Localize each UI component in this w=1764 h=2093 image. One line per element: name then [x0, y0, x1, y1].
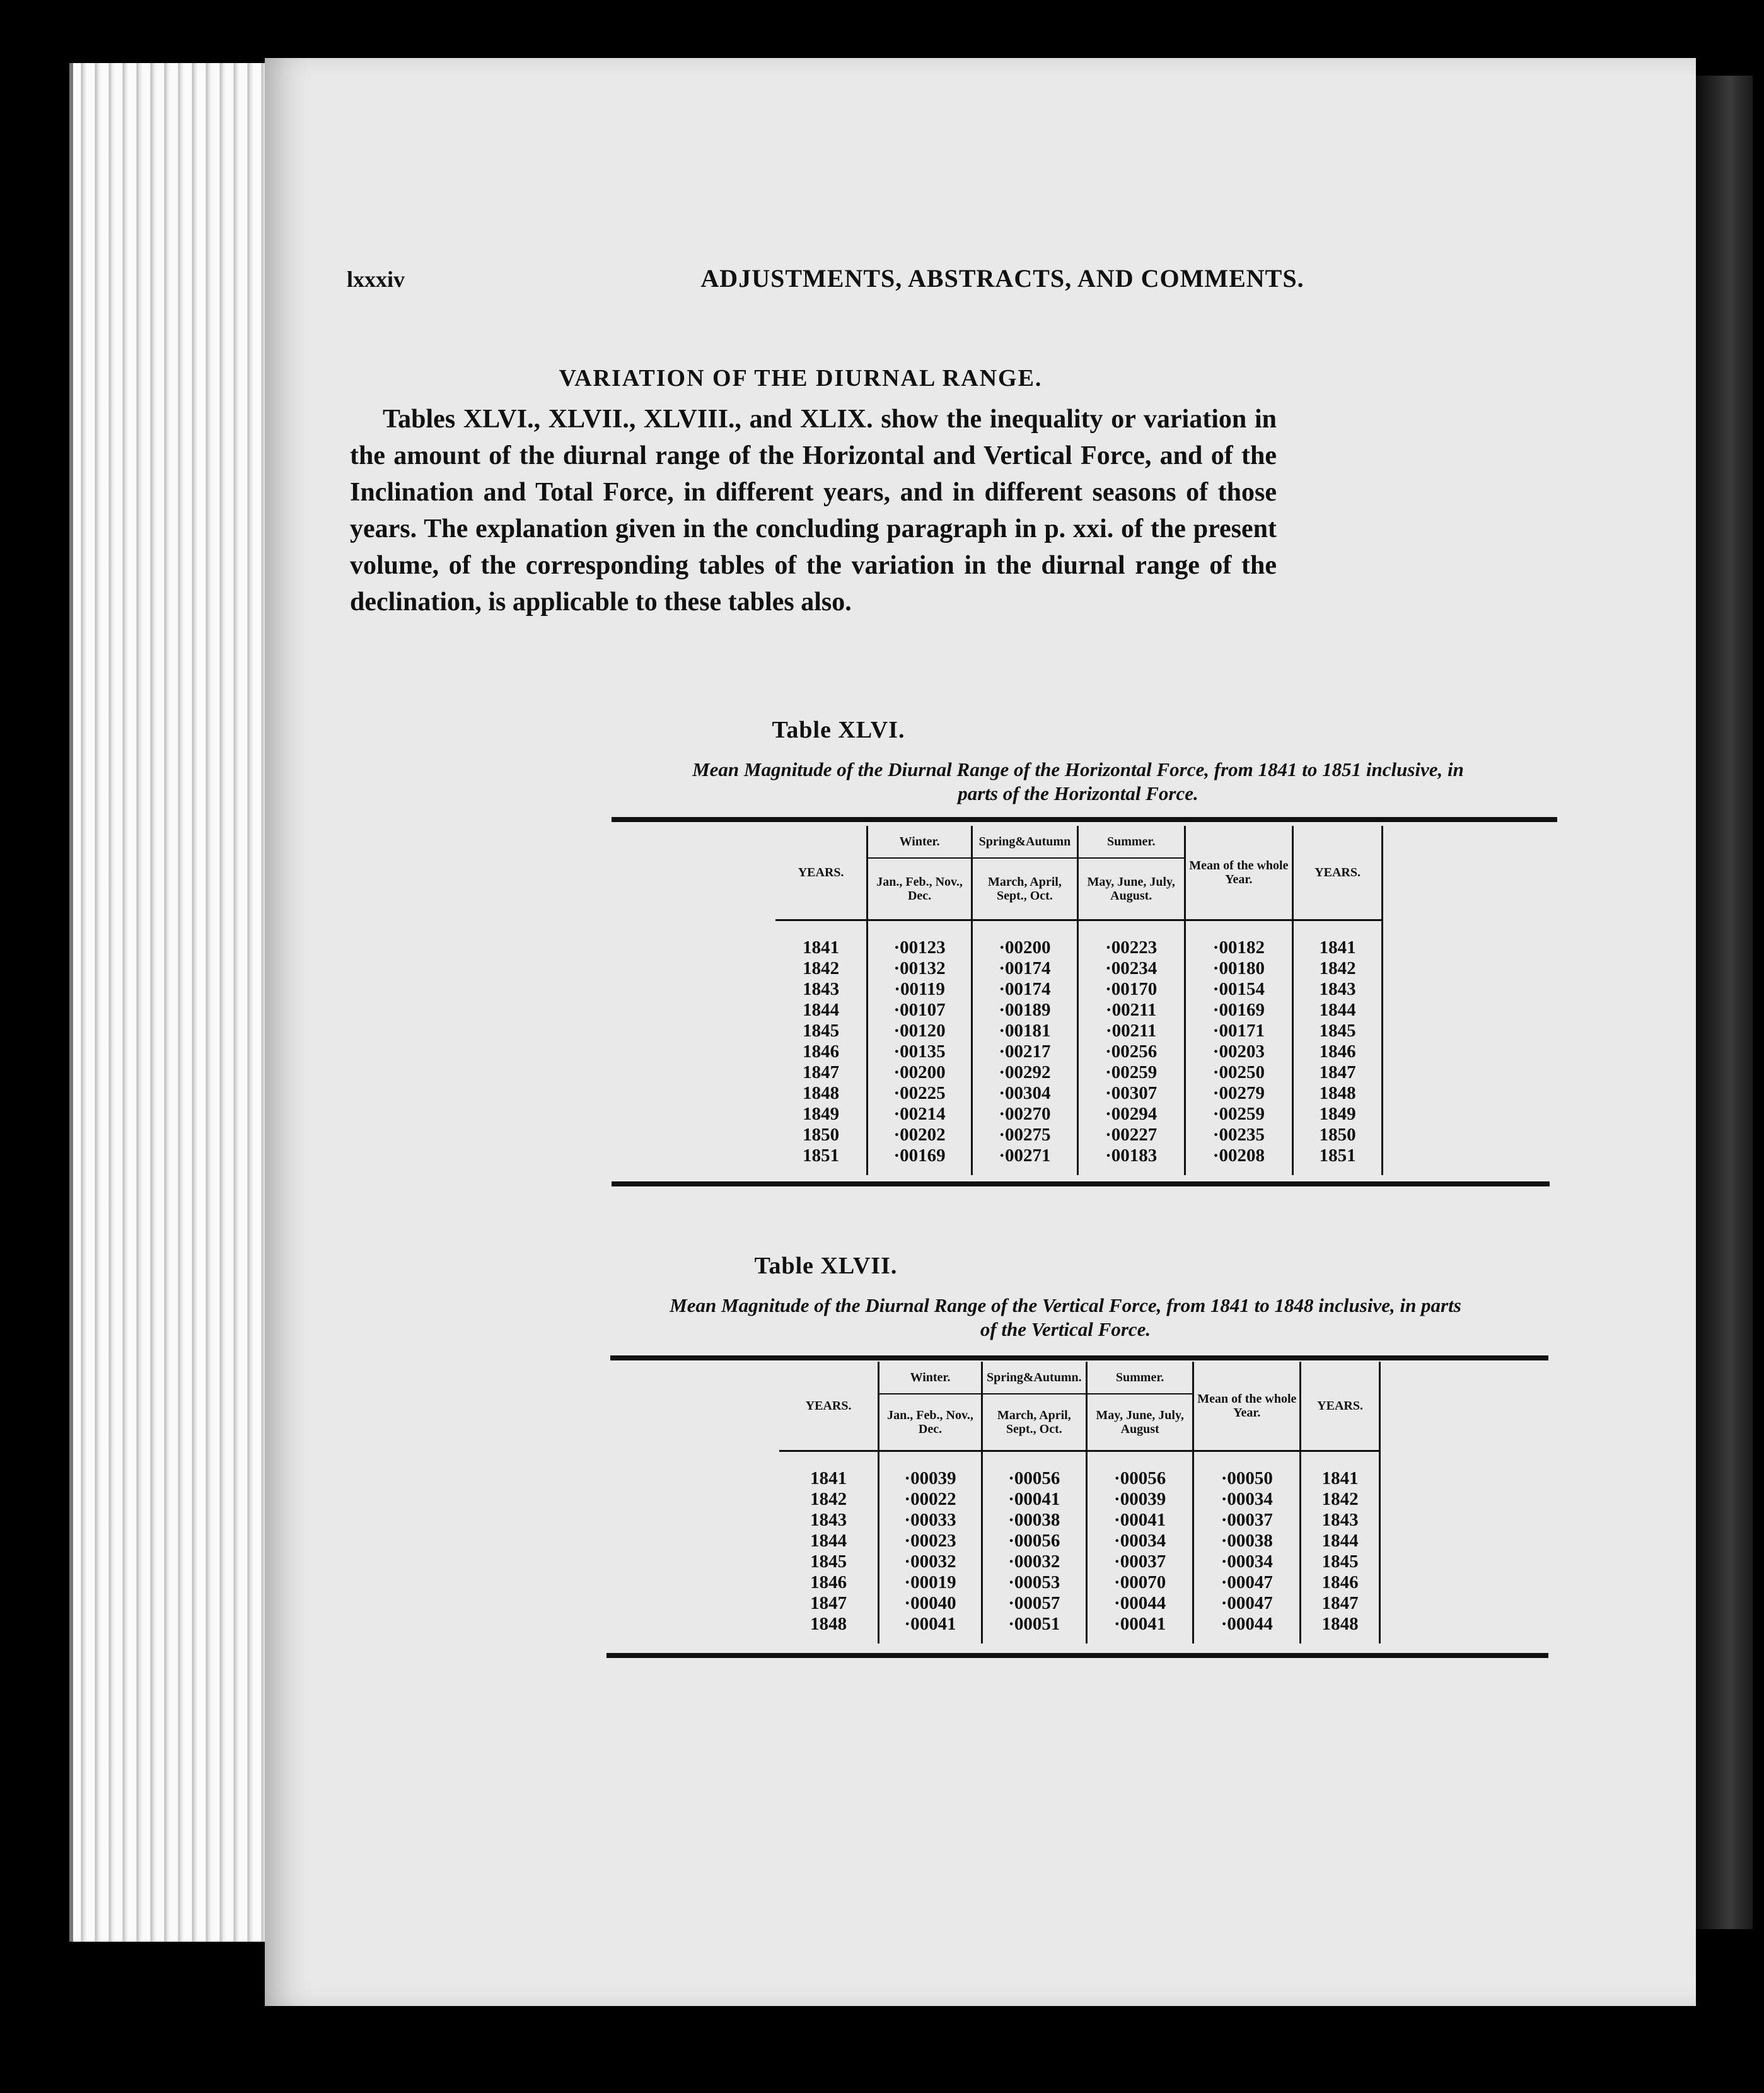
- table1-col-mean: Mean of the whole Year.: [1185, 826, 1293, 920]
- page-edges: [69, 63, 275, 1942]
- table1-caption-line2: parts of the Horizontal Force.: [958, 782, 1198, 804]
- table-cell: 1841: [1293, 937, 1383, 958]
- table-cell: ·00040: [879, 1593, 982, 1614]
- table-cell: ·00256: [1077, 1041, 1185, 1062]
- table-cell: ·00154: [1185, 979, 1293, 1000]
- table-cell: ·00037: [1193, 1510, 1301, 1531]
- table-cell: 1844: [1293, 1000, 1383, 1021]
- table-cell: ·00044: [1086, 1593, 1193, 1614]
- table1-col-years: YEARS.: [775, 826, 867, 920]
- table-cell: ·00132: [867, 958, 972, 979]
- table-cell: ·00271: [972, 1145, 1077, 1166]
- table-cell: ·00057: [982, 1593, 1086, 1614]
- table-row: [779, 1572, 1380, 1593]
- table-cell: ·00039: [1086, 1489, 1193, 1510]
- table-cell: ·00039: [879, 1468, 982, 1489]
- table-cell: 1846: [779, 1572, 879, 1593]
- table-row: [779, 1551, 1380, 1572]
- table-cell: 1843: [1293, 979, 1383, 1000]
- table-cell: ·00135: [867, 1041, 972, 1062]
- table-cell: 1844: [779, 1531, 879, 1551]
- table1-winter-months: Jan., Feb., Nov., Dec.: [867, 858, 972, 920]
- table-cell: ·00123: [867, 937, 972, 958]
- table-cell: 1846: [1301, 1572, 1380, 1593]
- table-cell: ·00034: [1193, 1551, 1301, 1572]
- table-cell: ·00044: [1193, 1614, 1301, 1635]
- table-cell: ·00070: [1086, 1572, 1193, 1593]
- table-cell: ·00203: [1185, 1041, 1293, 1062]
- table-cell: 1845: [1293, 1021, 1383, 1041]
- table1-spring-months: March, April, Sept., Oct.: [972, 858, 1077, 920]
- table-cell: ·00189: [972, 1000, 1077, 1021]
- table-cell: ·00169: [867, 1145, 972, 1166]
- table-cell: 1848: [1293, 1083, 1383, 1104]
- table-cell: ·00023: [879, 1531, 982, 1551]
- table1-summer-months: May, June, July, August.: [1077, 858, 1185, 920]
- table-cell: ·00022: [879, 1489, 982, 1510]
- table1-col-years-right: YEARS.: [1293, 826, 1383, 920]
- table-row: [775, 1125, 1383, 1145]
- table-cell: 1845: [1301, 1551, 1380, 1572]
- table2-col-mean: Mean of the whole Year.: [1193, 1362, 1301, 1451]
- table-cell: ·00214: [867, 1104, 972, 1125]
- table-cell: ·00250: [1185, 1062, 1293, 1083]
- table-cell: ·00053: [982, 1572, 1086, 1593]
- table2-top-rule: [610, 1355, 1548, 1360]
- table-cell: ·00032: [879, 1551, 982, 1572]
- table-cell: 1842: [775, 958, 867, 979]
- table-row: [779, 1593, 1380, 1614]
- table-cell: ·00200: [867, 1062, 972, 1083]
- table-cell: ·00047: [1193, 1572, 1301, 1593]
- table-row: [775, 1104, 1383, 1125]
- table-cell: ·00174: [972, 979, 1077, 1000]
- table-cell: 1842: [1301, 1489, 1380, 1510]
- table2-col-years: YEARS.: [779, 1362, 879, 1451]
- table-cell: ·00047: [1193, 1593, 1301, 1614]
- table-cell: ·00180: [1185, 958, 1293, 979]
- table-cell: ·00019: [879, 1572, 982, 1593]
- table-row: [779, 1510, 1380, 1531]
- binding-shadow: [1696, 76, 1753, 1929]
- table-cell: ·00056: [982, 1531, 1086, 1551]
- table2-col-years-right: YEARS.: [1301, 1362, 1380, 1451]
- table-cell: ·00225: [867, 1083, 972, 1104]
- table-cell: ·00041: [1086, 1614, 1193, 1635]
- table-cell: ·00182: [1185, 937, 1293, 958]
- table1-col-spring-autumn: Spring&Autumn: [972, 826, 1077, 858]
- table-row: [779, 1468, 1380, 1489]
- table-cell: 1841: [775, 937, 867, 958]
- table-cell: 1848: [779, 1614, 879, 1635]
- table-cell: 1847: [1301, 1593, 1380, 1614]
- table-cell: 1844: [775, 1000, 867, 1021]
- table-cell: 1849: [775, 1104, 867, 1125]
- table1-caption-line1: Mean Magnitude of the Diurnal Range of the Horizontal Force, from 1841 to 1851 inclusive, in: [692, 758, 1464, 780]
- table-cell: 1843: [779, 1510, 879, 1531]
- table1-title: Table XLVI.: [772, 717, 905, 743]
- table-cell: ·00056: [982, 1468, 1086, 1489]
- table-row: [775, 937, 1383, 958]
- table-cell: ·00171: [1185, 1021, 1293, 1041]
- table-cell: ·00259: [1077, 1062, 1185, 1083]
- table-cell: ·00041: [879, 1614, 982, 1635]
- table-cell: ·00202: [867, 1125, 972, 1145]
- table-cell: 1842: [1293, 958, 1383, 979]
- table-cell: 1849: [1293, 1104, 1383, 1125]
- table-cell: 1850: [775, 1125, 867, 1145]
- table2-winter-months: Jan., Feb., Nov., Dec.: [879, 1394, 982, 1451]
- table1-top-rule: [612, 817, 1557, 822]
- table2-title: Table XLVII.: [754, 1253, 898, 1279]
- table-cell: ·00292: [972, 1062, 1077, 1083]
- table-cell: ·00183: [1077, 1145, 1185, 1166]
- table-cell: ·00034: [1193, 1489, 1301, 1510]
- table1-col-winter: Winter.: [867, 826, 972, 858]
- table-cell: ·00041: [982, 1489, 1086, 1510]
- table-cell: ·00033: [879, 1510, 982, 1531]
- table-cell: ·00037: [1086, 1551, 1193, 1572]
- table1-col-summer: Summer.: [1077, 826, 1185, 858]
- table-cell: 1845: [779, 1551, 879, 1572]
- table2-summer-months: May, June, July, August: [1086, 1394, 1193, 1451]
- table-cell: 1842: [779, 1489, 879, 1510]
- table-cell: 1841: [779, 1468, 879, 1489]
- table-row: [775, 1021, 1383, 1041]
- table-cell: ·00275: [972, 1125, 1077, 1145]
- table-cell: 1841: [1301, 1468, 1380, 1489]
- table-cell: ·00050: [1193, 1468, 1301, 1489]
- table2-col-summer: Summer.: [1086, 1362, 1193, 1394]
- table-cell: ·00051: [982, 1614, 1086, 1635]
- table2-col-winter: Winter.: [879, 1362, 982, 1394]
- table-row: [775, 1062, 1383, 1083]
- table-cell: ·00107: [867, 1000, 972, 1021]
- table2-col-spring-autumn: Spring&Autumn.: [982, 1362, 1086, 1394]
- table-cell: 1843: [1301, 1510, 1380, 1531]
- table1: [775, 826, 1383, 1175]
- table-row: [779, 1614, 1380, 1635]
- table-cell: 1848: [775, 1083, 867, 1104]
- table1-bottom-rule: [612, 1181, 1550, 1186]
- table-row: [775, 1041, 1383, 1062]
- table-cell: 1851: [1293, 1145, 1383, 1166]
- table-cell: 1847: [775, 1062, 867, 1083]
- page-number: lxxxiv: [347, 267, 405, 292]
- table2-bottom-rule: [606, 1653, 1548, 1658]
- table2-spring-months: March, April, Sept., Oct.: [982, 1394, 1086, 1451]
- table-cell: ·00223: [1077, 937, 1185, 958]
- table-cell: ·00307: [1077, 1083, 1185, 1104]
- table-cell: ·00056: [1086, 1468, 1193, 1489]
- table-cell: ·00038: [1193, 1531, 1301, 1551]
- table-cell: ·00170: [1077, 979, 1185, 1000]
- table-cell: 1846: [775, 1041, 867, 1062]
- table2: [779, 1362, 1381, 1644]
- table-cell: 1847: [1293, 1062, 1383, 1083]
- table-cell: ·00120: [867, 1021, 972, 1041]
- table-row: [779, 1531, 1380, 1551]
- table-cell: 1843: [775, 979, 867, 1000]
- table-row: [775, 1083, 1383, 1104]
- table2-caption-line1: Mean Magnitude of the Diurnal Range of the Vertical Force, from 1841 to 1848 inclusive, in parts: [670, 1294, 1461, 1316]
- table-cell: ·00259: [1185, 1104, 1293, 1125]
- section-title: VARIATION OF THE DIURNAL RANGE.: [559, 365, 1043, 391]
- table-row: [775, 979, 1383, 1000]
- table-cell: 1845: [775, 1021, 867, 1041]
- table-cell: ·00294: [1077, 1104, 1185, 1125]
- table-cell: ·00174: [972, 958, 1077, 979]
- intro-paragraph: Tables XLVI., XLVII., XLVIII., and XLIX. show the inequality or variation in the amount of the diurnal range of the Horizontal and Vertical Force, and of the Inclination and Total Force, in different years, and in different seasons of those years. The explanation given in the concluding paragraph in p. xxi. of the present volume, of the corresponding tables of the variation in the diurnal range of the declination, is applicable to these tables also.: [350, 405, 1277, 617]
- table-cell: 1847: [779, 1593, 879, 1614]
- table-cell: 1848: [1301, 1614, 1380, 1635]
- table-cell: 1851: [775, 1145, 867, 1166]
- table-cell: 1850: [1293, 1125, 1383, 1145]
- table-cell: ·00169: [1185, 1000, 1293, 1021]
- table-cell: ·00279: [1185, 1083, 1293, 1104]
- table-cell: ·00270: [972, 1104, 1077, 1125]
- table-cell: ·00181: [972, 1021, 1077, 1041]
- table-cell: ·00038: [982, 1510, 1086, 1531]
- table-cell: ·00034: [1086, 1531, 1193, 1551]
- table-cell: 1844: [1301, 1531, 1380, 1551]
- table-cell: ·00234: [1077, 958, 1185, 979]
- running-head: ADJUSTMENTS, ABSTRACTS, AND COMMENTS.: [700, 264, 1304, 293]
- table-cell: ·00200: [972, 937, 1077, 958]
- table-cell: ·00227: [1077, 1125, 1185, 1145]
- table2-caption-line2: of the Vertical Force.: [980, 1318, 1151, 1340]
- table-row: [779, 1489, 1380, 1510]
- table-row: [775, 1000, 1383, 1021]
- table-cell: ·00041: [1086, 1510, 1193, 1531]
- table-row: [775, 958, 1383, 979]
- table-cell: ·00211: [1077, 1000, 1185, 1021]
- table-cell: ·00235: [1185, 1125, 1293, 1145]
- table-cell: ·00119: [867, 979, 972, 1000]
- table-cell: ·00211: [1077, 1021, 1185, 1041]
- table-row: [775, 1145, 1383, 1166]
- table-cell: ·00208: [1185, 1145, 1293, 1166]
- table-cell: ·00304: [972, 1083, 1077, 1104]
- table-cell: ·00217: [972, 1041, 1077, 1062]
- table-cell: 1846: [1293, 1041, 1383, 1062]
- table-cell: ·00032: [982, 1551, 1086, 1572]
